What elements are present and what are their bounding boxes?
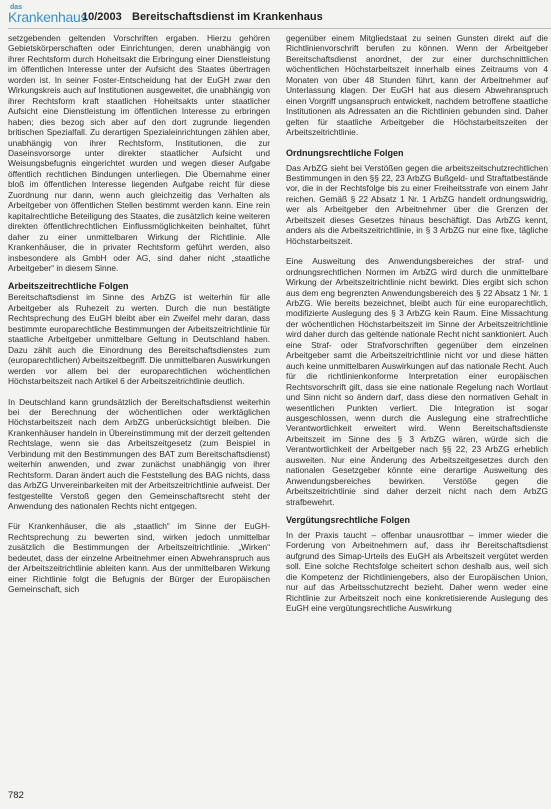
paragraph: In der Praxis taucht – offenbar unausrottbar – immer wieder die Forderung von Arbeitnehmern auf, dass ihr Bereitschaftsdienst aufgrund des Simap-Urteils des EuGH als Arbeitszeit vergütet werden soll. Eine solche Rechtsfolge scheitert schon deshalb aus, weil sich die Kompetenz der Richtliniengebers, also der Europäischen Union, nur auf das Arbeitsschutzrecht bezieht. Daher wenn weder eine Richtlinie zur Arbeitszeit noch eine konkretisierende Auslegung des EuGH eine vergütungsrechtliche Auswirkung (286, 530, 548, 614)
right-column (286, 33, 548, 614)
logo-small-text: das (10, 4, 23, 11)
paragraph: Das ArbZG sieht bei Verstößen gegen die arbeitszeitschutzrechtlichen Bestimmungen in den §§ 22, 23 ArbZG Bußgeld- und Straftatbestände vor, die in der Rechtsfolge bis zu einer Freiheitsstrafe von einem Jahr reichen. Gemäß § 22 Absatz 1 Nr. 1 ArbZG handelt ordnungswidrig, wer als Arbeitgeber den Arbeitnehmer über die Grenzen der Arbeitszeit dieses Gesetzes hinaus beschäftigt. Das ArbZG kennt, anders als die Arbeitszeitrichtlinie, in § 3 ArbZG nur eine fixe, tägliche Höchstarbeitszeit. (286, 162, 548, 246)
paragraph: Bereitschaftsdienst im Sinne des ArbZG ist weiterhin für alle Arbeitgeber als Ruhezeit zu werten. Durch die nun bestätigte Rechtsprechung des EuGH bleibt aber ein Zweifel mehr daran, dass bestimmte europarechtliche Bestimmungen der Arbeitszeitrichtlinie für staatliche Arbeitgeber unmittelbare Geltung in Deutschland haben. Dazu zählt auch die Einordnung des Bereitschaftsdienstes zum (europarechtlichen) Arbeitszeitbegriff. Die unmittelbaren Auswirkungen werden vor allem bei der europarechtlichen wöchentlichen Höchstarbeitszeit nach Artikel 6 der Arbeitszeitrichtlinie deutlich. (8, 292, 270, 387)
section-heading: Vergütungsrechtliche Folgen (286, 515, 411, 526)
section-heading: Ordnungsrechtliche Folgen (286, 147, 404, 158)
logo-main-text: Krankenhaus (8, 9, 88, 25)
paragraph: In Deutschland kann grundsätzlich der Bereitschaftsdienst weiterhin bei der Berechnung der wöchentlichen oder werktäglichen Höchstarbeitszeit nach dem ArbZG unberücksichtigt bleiben. Die Krankenhäuser handeln in Übereinstimmung mit der derzeit geltenden Rechtslage, wenn sie das Arbeitszeitgesetz (zum Beispiel in Verbindung mit den Bestimmungen des BAT zum Bereitschaftsdienst) weiterhin anwenden, und zwar zunächst unabhängig von ihrer Rechtsform. Daran ändert auch die Feststellung des BAG nichts, dass das ArbZG Unvereinbarkeiten mit der Arbeitszeitrichtlinie aufweist. Der festgestellte Verstoß gegen den Gemeinschaftsrecht steht der Anwendung des nationalen Rechts nicht entgegen. (8, 396, 270, 512)
left-column (8, 33, 270, 595)
paragraph: gegenüber einem Mitgliedstaat zu seinen Gunsten direkt auf die Richtlinienvorschrift berufen zu können. Wenn der Arbeitgeber Bereitschaftsdienst anordnet, der zur einer durchschnittlichen wöchentlichen Höchstarbeitszeit innerhalb eines Zeitraums von 4 Monaten von über 48 Stunden führt, kann der Arbeitnehmer auf Unterlassung klagen. Der EuGH hat aus diesem Abwehranspruch einen Vorgriff ungsanspruch entwickelt, nachdem betroffene staatliche Institutionen als Adressaten an die Richtlinien gebunden sind. Daher gelten für staatliche Arbeitgeber die Höchstarbeitszeiten der Arbeitszeitrichtlinie. (286, 33, 548, 138)
header-rule (8, 28, 551, 29)
issue-number: 10/2003 (82, 11, 122, 23)
running-title: Bereitschaftsdienst im Krankenhaus (132, 11, 323, 23)
page-number: 782 (8, 790, 24, 801)
section-heading: Arbeitszeitrechtliche Folgen (8, 281, 129, 292)
paragraph: Eine Ausweitung des Anwendungsbereiches der straf- und ordnungsrechtlichen Normen im ArbZG wird durch die unmittelbare Wirkung der Arbeitszeitrichtlinie nicht bewirkt. Dies ergibt sich schon aus dem eng begrenzten Anwendungsbereich des § 22 Absatz 1 Nr. 1 ArbZG. Wie bereits bezeichnet, bleibt auch für eine europarechtlich, modifizierte Auslegung des § 3 ArbZG kein Raum. Eine Missachtung der wöchentlichen Höchstarbeitszeit im Sinne der Arbeitszeitrichtlinie wird daher durch das geltende nationale Recht nicht sanktioniert. Auch eine Straf- oder Strafvorschriften gegenüber dem einzelnen Arbeitgeber samt die Arbeitszeitrichtlinie nicht vor und diese hätten auch keine unmittelbaren Auswirkungen auf das nationale Recht. Auch für die richtlinienkonforme Interpretation einer europäischen Rechtsvorschrift gilt, dass sie eine nationale Regelung nach Wortlaut und Sinn nicht so ändern darf, dass diese den normativen Gehalt in wesentlichen Punkten verliert. Die Integration ist sogar ausgeschlossen, wenn durch die Auslegung eine strafrechtliche Verantwortlichkeit erweitert wird. Wenn Bereitschaftsdienste Arbeitszeit im Sinne des § 3 ArbZG wären, würde sich die Verantwortlichkeit der Arbeitgeber nach §§ 22, 23 ArbZG erheblich ausweiten. Nur eine Änderung des Arbeitszeitgesetzes durch den nationalen Gesetzgeber könnte eine derartige Ausweitung des Anwendungsbereiches bewirken. Verstöße gegen die Arbeitszeitrichtlinie sind daher derzeit nicht nach dem ArbZG strafbewehrt. (286, 256, 548, 507)
paragraph: Für Krankenhäuser, die als „staatlich“ im Sinne der EuGH-Rechtsprechung zu bewerten sind, wirken jedoch unmittelbar zusätzlich die Bestimmungen der Arbeitszeitrichtlinie. „Wirken“ bedeutet, dass der einzelne Arbeitnehmer einen Abwehranspruch aus der Arbeitszeitrichtlinie ableiten kann. Aus der unmittelbaren Wirkung einer Richtlinie folgt die Befugnis der Bürger der Europäischen Gemeinschaft, sich (8, 521, 270, 595)
page-header (8, 4, 548, 26)
paragraph: setzgebenden geltenden Vorschriften ergaben. Hierzu gehören Gebietskörperschaften oder Einrichtungen, deren unabhängig von ihrer Rechtsform durch Hoheitsakt die Erbringung einer Dienstleistung im öffentlichen Interesse unter der Aufsicht des Staates übertragen worden ist. In seiner Foster-Entscheidung hat der EuGH zwar den Wirkungskreis auch auf Institutionen ausgeweitet, die unabhängig von ihrer Rechtsform kraft staatlichen Hoheitsakts unter staatlicher Aufsicht eine Dienstleistung im öffentlichen Interesse zu erbringen haben; dies bezog sich aber auf den dort zugrunde liegenden britischen Spezialfall. Zu derartigen Spezialeinrichtungen zählen aber, unabhängig von ihrer Rechtsform, Institutionen, die zur Daseinsvorsorge unter direkter staatlicher Aufsicht und Weisungsbefugnis eingerichtet wurden und wegen dieser Aufgabe öffentlich rechtlichen Bindungen unterliegen. Die Übernahme einer bloß im öffentlichen Interesse liegenden Aufgabe reicht für diese Zuordnung nur dann, wenn auch gleichzeitig das Verhalten als Arbeitgeber von öffentlichen Stellen bestimmt werden kann. Eine rein kapitalrechtliche Beteiligung des Staates, die zusätzlich keine weiteren direkten öffentlichrechtlichen Einflussmöglichkeiten beinhaltet, führt daher zu einer unmittelbaren Wirkung der Richtlinie. Alle Krankenhäuser, die in privater Rechtsform geführt werden, also insbesondere als GmbH oder AG, sind daher nicht „staatliche Arbeitgeber“ in diesem Sinne. (8, 33, 270, 273)
magazine-logo (8, 4, 88, 26)
